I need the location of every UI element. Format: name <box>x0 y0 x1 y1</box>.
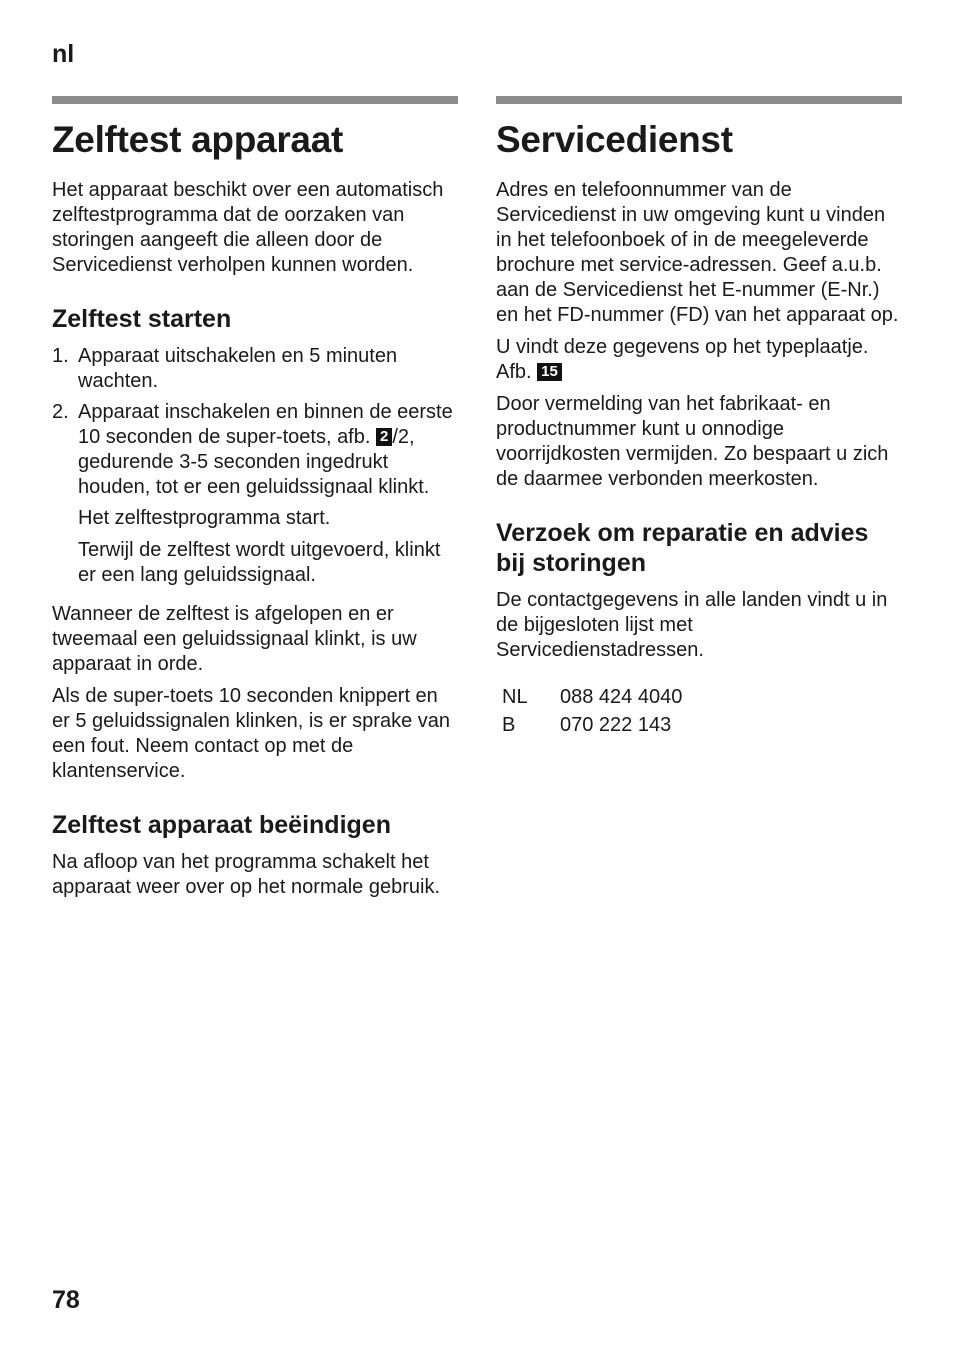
figure-ref-badge: 15 <box>537 363 562 381</box>
table-row <box>502 711 682 739</box>
service-costs-text: Door vermelding van het fabrikaat- en productnummer kunt u onnodige voorrijdkosten vermijden. Zo bespaart u zich de daarmee verbonden meerkosten. <box>496 393 889 490</box>
heading-selftest-start: Zelftest starten <box>52 305 232 333</box>
selftest-error-text: Als de super-toets 10 seconden knippert en er 5 geluidssignalen klinken, is er sprake van een fout. Neem contact op met de klantenservice. <box>52 685 450 782</box>
figure-ref-badge: 2 <box>376 428 392 446</box>
phone-number: 088 424 4040 <box>560 686 683 708</box>
step-number: 1. <box>52 345 69 367</box>
list-item <box>52 344 458 394</box>
step-result: Terwijl de zelftest wordt uitgevoerd, klinkt er een lang geluidssignaal. <box>78 539 441 586</box>
selftest-steps <box>52 344 458 500</box>
left-column <box>52 96 458 907</box>
section-title-selftest: Zelftest apparaat <box>52 119 343 160</box>
selftest-end-text: Na afloop van het programma schakelt het apparaat weer over op het normale gebruik. <box>52 851 441 898</box>
section-rule <box>52 96 458 104</box>
heading-repair-request: Verzoek om reparatie en advies bij storingen <box>496 519 869 577</box>
step-text: Apparaat uitschakelen en 5 minuten wachten. <box>78 345 398 392</box>
selftest-ok-text: Wanneer de zelftest is afgelopen en er tweemaal een geluidssignaal klinkt, is uw apparaat in orde. <box>52 603 417 675</box>
step-number: 2. <box>52 401 69 423</box>
table-row <box>502 683 682 711</box>
repair-text: De contactgegevens in alle landen vindt u in de bijgesloten lijst met Servicedienstadressen. <box>496 589 888 661</box>
country-code: B <box>502 714 516 736</box>
section-rule <box>496 96 902 104</box>
language-label: nl <box>52 40 75 68</box>
step-text-cont: /2, gedurende 3-5 seconden ingedrukt houden, tot er een geluidssignaal klinkt. <box>78 426 430 498</box>
service-typeplate-text: U vindt deze gegevens op het typeplaatje. Afb. 15 <box>496 336 869 383</box>
step-text: Apparaat inschakelen en binnen de eerste 10 seconden de super-toets, afb. <box>78 401 453 448</box>
service-text: Adres en telefoonnummer van de Servicedienst in uw omgeving kunt u vinden in het telefoonboek of in de meegeleverde brochure met service-adressen. Geef a.u.b. aan de Servicedienst het E-nummer (E-Nr.) en het FD-nummer (FD) van het apparaat op. <box>496 179 899 326</box>
section-title-service: Servicedienst <box>496 119 733 160</box>
phone-number: 070 222 143 <box>560 714 672 736</box>
heading-selftest-end: Zelftest apparaat beëindigen <box>52 811 391 839</box>
contact-table <box>502 683 682 739</box>
list-item <box>52 400 458 500</box>
country-code: NL <box>502 686 528 708</box>
page-number: 78 <box>52 1286 80 1314</box>
selftest-intro: Het apparaat beschikt over een automatisch zelftestprogramma dat de oorzaken van storingen aangeeft die alleen door de Servicedienst verholpen kunnen worden. <box>52 179 444 276</box>
right-column <box>496 96 902 739</box>
step-result: Het zelftestprogramma start. <box>78 507 331 529</box>
